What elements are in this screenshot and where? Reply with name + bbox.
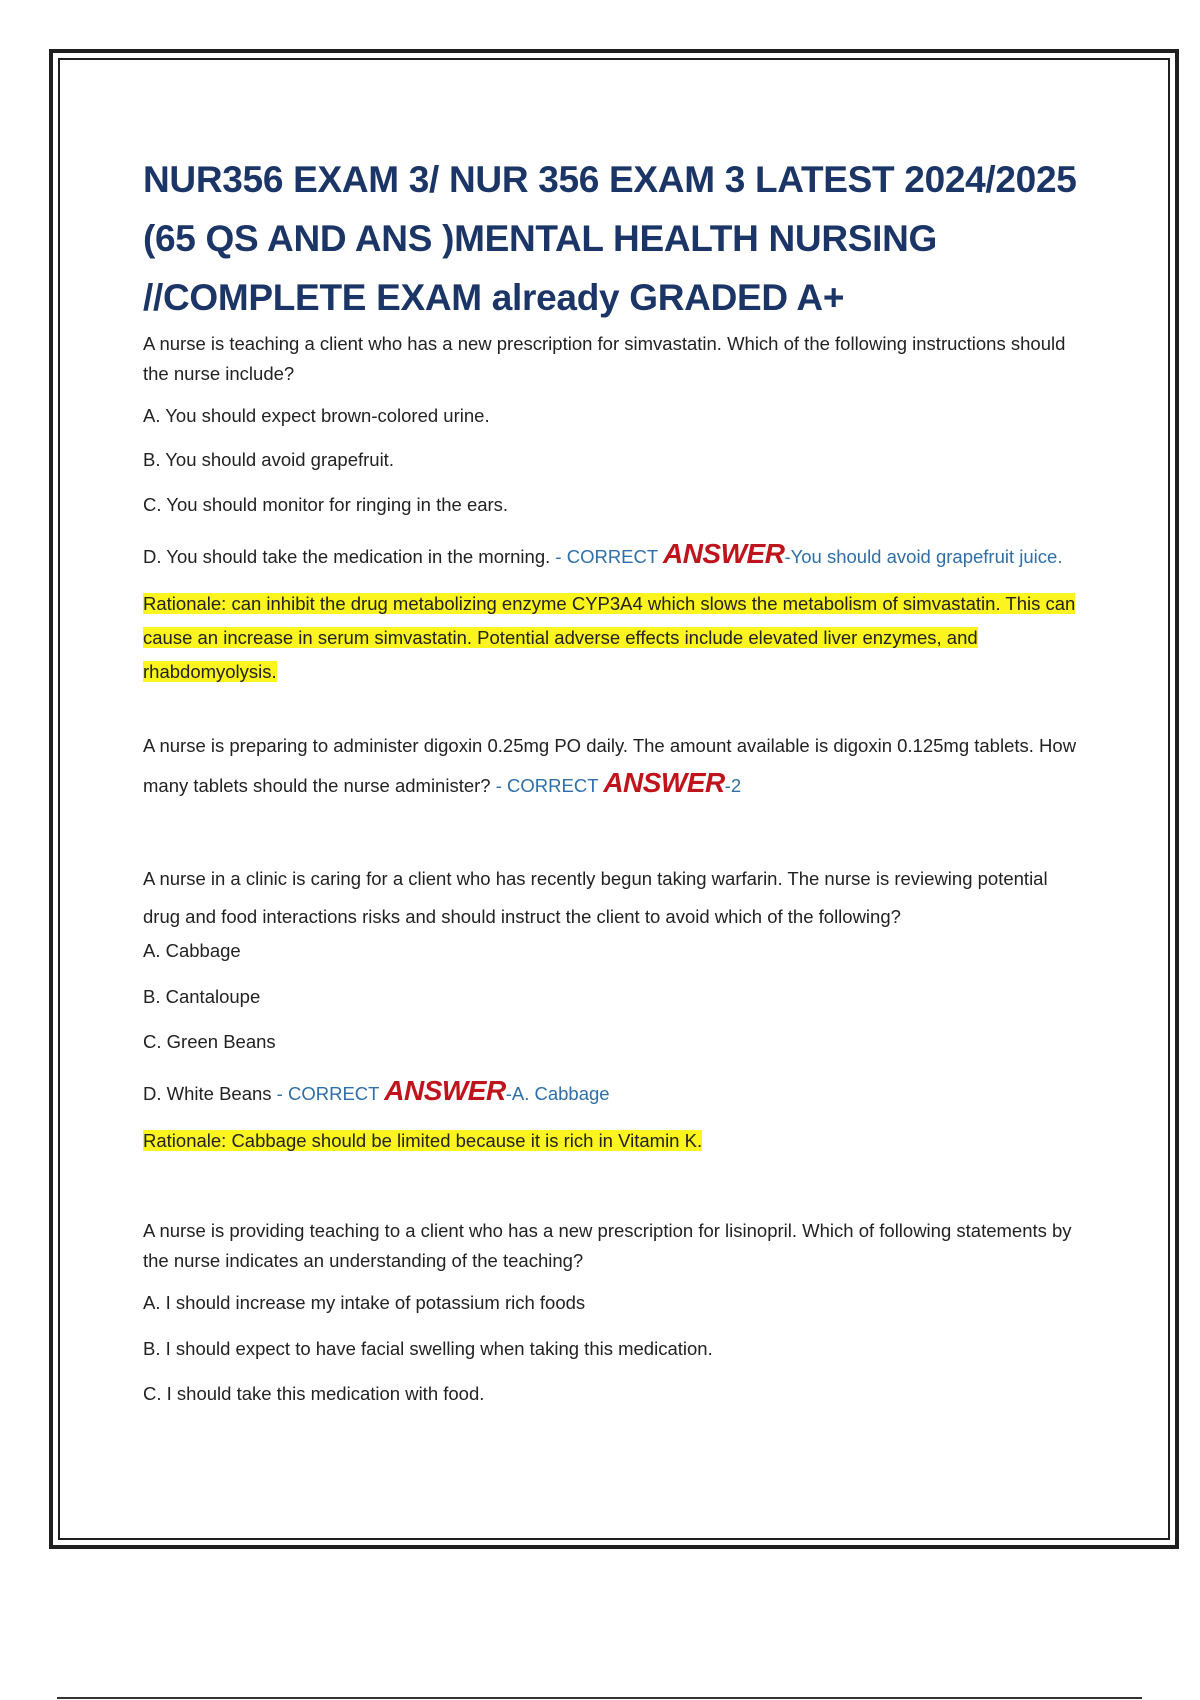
- question-1: [143, 329, 1083, 689]
- option-a: A. You should expect brown-colored urine.: [143, 405, 490, 426]
- option-d-with-answer: [143, 537, 1083, 573]
- question-4: [143, 1216, 1083, 1409]
- option-b: B. You should avoid grapefruit.: [143, 449, 394, 470]
- option-b: B. Cantaloupe: [143, 986, 261, 1007]
- option-c: C. Green Beans: [143, 1031, 276, 1052]
- question-stem: A nurse is preparing to administer digoxin 0.25mg PO daily. The amount available is digoxin 0.125mg tablets. How many tablets should the nurse administer?: [143, 735, 1077, 796]
- option-d: D. You should take the medication in the morning.: [143, 546, 551, 567]
- answer-label: ANSWER: [384, 1075, 506, 1106]
- rationale: [143, 1124, 1083, 1158]
- option-c: C. You should monitor for ringing in the ears.: [143, 494, 509, 515]
- option-d-with-answer: [143, 1074, 1083, 1110]
- question-2: [143, 727, 1083, 804]
- answer-text: -A. Cabbage: [505, 1083, 610, 1104]
- rationale-text: Rationale: can inhibit the drug metabolizing enzyme CYP3A4 which slows the metabolism of simvastatin. This can cause an increase in serum simvastatin. Potential adverse effects include elevated liver enzymes, and rhabdomyolysis.: [143, 593, 1076, 682]
- option-b: B. I should expect to have facial swelling when taking this medication.: [143, 1338, 713, 1359]
- question-stem-with-answer: [143, 727, 1083, 804]
- option-c: C. I should take this medication with food.: [143, 1383, 485, 1404]
- option-d: D. White Beans: [143, 1083, 272, 1104]
- answer-text: -You should avoid grapefruit juice.: [784, 546, 1063, 567]
- rationale-text: Rationale: Cabbage should be limited because it is rich in Vitamin K.: [143, 1130, 703, 1151]
- answer-label: ANSWER: [662, 538, 785, 569]
- document-body: [143, 150, 1083, 1409]
- question-stem: A nurse is teaching a client who has a new prescription for simvastatin. Which of the following instructions should the nurse include?: [143, 333, 1066, 384]
- question-stem: A nurse in a clinic is caring for a client who has recently begun taking warfarin. The nurse is reviewing potential drug and food interactions risks and should instruct the client to avoid which of the following?: [143, 868, 1048, 927]
- correct-label: - CORRECT: [555, 546, 663, 567]
- footer-rule: [57, 1697, 1142, 1699]
- option-a: A. Cabbage: [143, 940, 241, 961]
- answer-text: -2: [724, 775, 742, 796]
- question-3: [143, 860, 1083, 1158]
- option-a: A. I should increase my intake of potassium rich foods: [143, 1292, 586, 1313]
- question-stem: A nurse is providing teaching to a client who has a new prescription for lisinopril. Which of following statements by the nurse indicates an understanding of the teaching?: [143, 1220, 1072, 1271]
- document-title: NUR356 EXAM 3/ NUR 356 EXAM 3 LATEST 2024/2025 (65 QS AND ANS )MENTAL HEALTH NURSING //COMPLETE EXAM already GRADED A+: [143, 159, 1077, 318]
- answer-label: ANSWER: [603, 767, 725, 798]
- correct-label: - CORRECT: [495, 775, 604, 796]
- rationale: [143, 587, 1083, 689]
- correct-label: - CORRECT: [276, 1083, 385, 1104]
